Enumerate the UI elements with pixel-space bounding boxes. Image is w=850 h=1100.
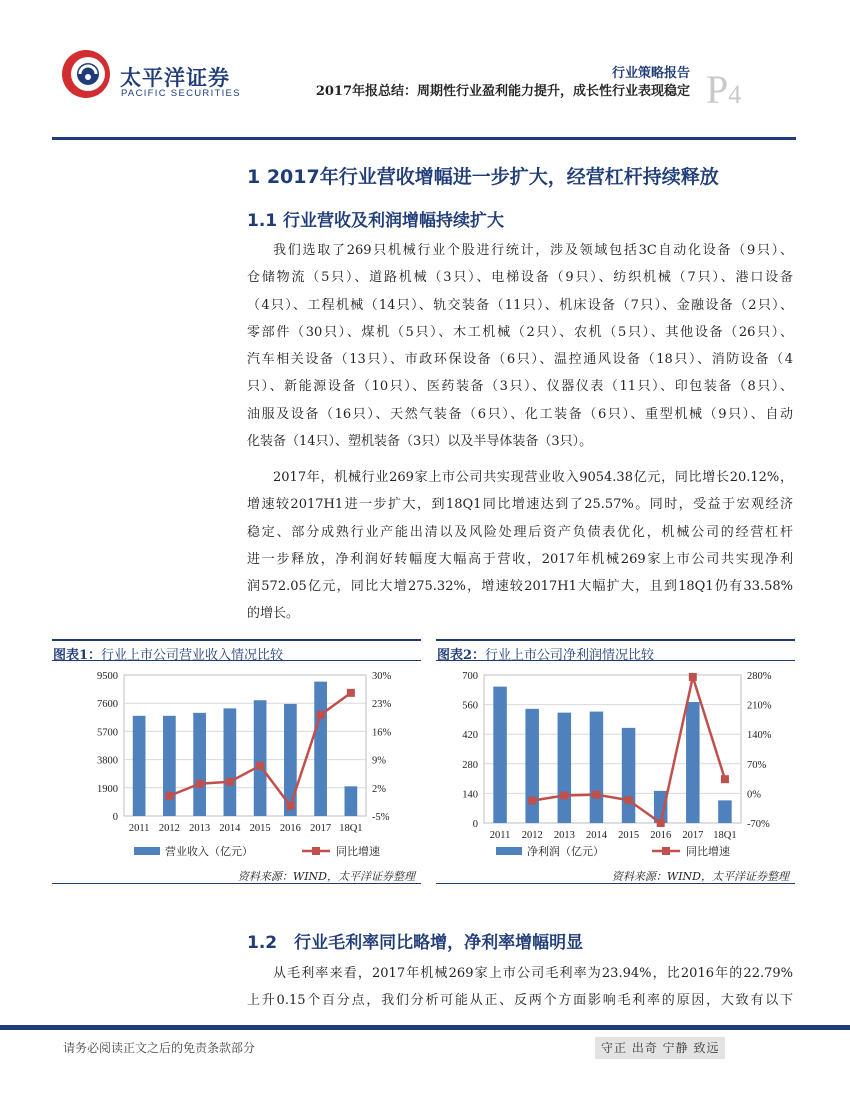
y2-tick-label: 16% bbox=[372, 727, 392, 739]
y-tick-label: 700 bbox=[462, 671, 478, 682]
paragraph-revenue-profit bbox=[247, 464, 793, 628]
x-tick-label: 2014 bbox=[585, 830, 607, 841]
y-tick-label: 5700 bbox=[97, 727, 118, 739]
bar bbox=[686, 702, 699, 823]
y2-tick-label: 140% bbox=[747, 730, 772, 742]
bar bbox=[193, 713, 206, 816]
legend-label: 营业收入（亿元） bbox=[165, 846, 253, 858]
paragraph-stock-selection bbox=[247, 237, 793, 455]
y-tick-label: 9500 bbox=[97, 671, 118, 682]
disclaimer-text: 请务必阅读正文之后的免责条款部分 bbox=[63, 1041, 256, 1055]
x-tick-label: 18Q1 bbox=[713, 830, 737, 841]
page-letter: P bbox=[706, 67, 729, 112]
x-tick-label: 2013 bbox=[189, 823, 211, 834]
y-tick-label: 560 bbox=[462, 700, 478, 712]
bar bbox=[224, 708, 237, 816]
figure-source: 资料来源：WIND，太平洋证券整理 bbox=[237, 870, 415, 883]
bar bbox=[558, 713, 571, 823]
y2-tick-label: 210% bbox=[747, 700, 772, 712]
x-tick-label: 2014 bbox=[219, 823, 241, 834]
legend-label: 净利润（亿元） bbox=[527, 846, 604, 858]
pacific-securities-logo-icon bbox=[60, 48, 112, 100]
line-point bbox=[560, 792, 568, 800]
brand-name-cn: 太平洋证券 bbox=[120, 66, 230, 90]
line-point bbox=[528, 797, 536, 805]
header-divider bbox=[52, 137, 796, 140]
legend-bar-swatch bbox=[496, 847, 522, 855]
y2-tick-label: 0% bbox=[747, 789, 761, 801]
paragraph-gross-margin bbox=[247, 960, 793, 1015]
line-point bbox=[689, 673, 697, 681]
y-tick-label: 0 bbox=[472, 819, 478, 830]
page-digit: 4 bbox=[728, 80, 742, 109]
figure-net-profit bbox=[436, 639, 795, 885]
line-point bbox=[625, 796, 633, 804]
paragraph-line: 汽车相关设备（13只）、市政环保设备（6只）、温控通风设备（18只）、消防设备（4 bbox=[247, 352, 793, 368]
paragraph-line: 上升0.15个百分点，我们分析可能从正、反两个方面影响毛利率的原因，大致有以下 bbox=[247, 993, 793, 1009]
y2-tick-label: 23% bbox=[372, 699, 392, 711]
footer-divider bbox=[0, 1025, 850, 1030]
bar bbox=[314, 682, 327, 816]
section-heading-1-2: 1.2 行业毛利率同比略增，净利率增幅明显 bbox=[247, 933, 584, 953]
bar bbox=[622, 728, 635, 823]
paragraph-line: （4只）、工程机械（14只）、轨交装备（11只）、机床设备（7只）、金融设备（2只）、 bbox=[247, 297, 793, 313]
bar bbox=[718, 800, 731, 823]
y-tick-label: 0 bbox=[112, 812, 118, 823]
y2-tick-label: 70% bbox=[747, 759, 767, 771]
company-slogan: 守正 出奇 宁静 致远 bbox=[595, 1037, 725, 1059]
line-point bbox=[226, 778, 234, 786]
x-tick-label: 2017 bbox=[682, 830, 704, 841]
legend-bar-swatch bbox=[134, 847, 160, 855]
paragraph-line: 稳定、部分成熟行业产能出清以及风险处理后资产负债表优化，机械公司的经营杠杆 bbox=[247, 524, 793, 540]
figure-revenue bbox=[52, 639, 421, 885]
paragraph-line: 油服及设备（16只）、天然气装备（6只）、化工装备（6只）、重型机械（9只）、自动 bbox=[247, 406, 793, 422]
line-point bbox=[721, 775, 729, 783]
figure-divider bbox=[52, 883, 421, 884]
legend-line-marker bbox=[662, 847, 670, 855]
x-tick-label: 2013 bbox=[553, 830, 575, 841]
line-point bbox=[592, 791, 600, 799]
bar bbox=[345, 786, 358, 816]
paragraph-line: 从毛利率来看，2017年机械269家上市公司毛利率为23.94%，比2016年的22.79% bbox=[273, 966, 793, 981]
bar bbox=[163, 716, 176, 816]
bar bbox=[493, 687, 506, 823]
bar bbox=[525, 709, 538, 823]
report-type: 行业策略报告 bbox=[611, 66, 690, 81]
paragraph-line: 只）、新能源设备（10只）、医药装备（3只）、仪器仪表（11只）、印包装备（8只）、 bbox=[247, 379, 793, 395]
line-point bbox=[657, 819, 665, 827]
y2-tick-label: 2% bbox=[372, 783, 386, 795]
figure-label: 图表1： bbox=[53, 648, 102, 663]
line-point bbox=[347, 689, 355, 697]
figure-title bbox=[436, 639, 795, 661]
y-tick-label: 1900 bbox=[97, 783, 118, 795]
x-tick-label: 2011 bbox=[128, 823, 150, 834]
x-tick-label: 2017 bbox=[310, 823, 332, 834]
y2-tick-label: 30% bbox=[372, 671, 392, 682]
y-tick-label: 3800 bbox=[97, 755, 118, 767]
figure-label: 图表2： bbox=[437, 648, 486, 663]
y-tick-label: 420 bbox=[462, 730, 478, 742]
x-tick-label: 2015 bbox=[618, 830, 640, 841]
paragraph-line: 我们选取了269只机械行业个股进行统计，涉及领域包括3C自动化设备（9只）、 bbox=[273, 243, 793, 258]
bar bbox=[590, 712, 603, 823]
legend-line-marker bbox=[312, 847, 320, 855]
paragraph-line: 仓储物流（5只）、道路机械（3只）、电梯设备（9只）、纺织机械（7只）、港口设备 bbox=[247, 270, 793, 286]
plot-area bbox=[484, 675, 741, 823]
paragraph-line: 化装备（14只）、塑机装备（3只）以及半导体装备（3只）。 bbox=[247, 434, 593, 450]
line-point bbox=[256, 762, 264, 770]
bar bbox=[133, 716, 146, 816]
y2-tick-label: -5% bbox=[372, 812, 390, 823]
paragraph-line: 进一步释放，净利润好转幅度大幅高于营收，2017年机械269家上市公司共实现净利 bbox=[247, 551, 793, 567]
line-point bbox=[317, 711, 325, 719]
paragraph-line: 润572.05亿元，同比大增275.32%，增速较2017H1大幅扩大，且到18Q1仍有33.58% bbox=[247, 579, 793, 595]
paragraph-line: 2017年，机械行业269家上市公司共实现营业收入9054.38亿元，同比增长20.12%， bbox=[273, 470, 793, 485]
net-profit-chart bbox=[436, 663, 795, 868]
y-tick-label: 7600 bbox=[97, 699, 118, 711]
section-heading-1: 1 2017年行业营收增幅进一步扩大，经营杠杆持续释放 bbox=[247, 166, 719, 188]
line-point bbox=[196, 780, 204, 788]
plot-area bbox=[124, 675, 366, 816]
y2-tick-label: 9% bbox=[372, 755, 386, 767]
revenue-chart bbox=[52, 663, 421, 868]
paragraph-line: 零部件（30只）、煤机（5只）、木工机械（2只）、农机（5只）、其他设备（26只）、 bbox=[247, 324, 793, 340]
y2-tick-label: -70% bbox=[747, 819, 770, 830]
x-tick-label: 18Q1 bbox=[339, 823, 363, 834]
x-tick-label: 2011 bbox=[489, 830, 511, 841]
page-number bbox=[706, 67, 742, 112]
y2-tick-label: 280% bbox=[747, 671, 772, 682]
x-tick-label: 2012 bbox=[158, 823, 180, 834]
y-tick-label: 140 bbox=[462, 789, 478, 801]
figure-source: 资料来源：WIND，太平洋证券整理 bbox=[611, 870, 789, 883]
legend-label: 同比增速 bbox=[336, 846, 380, 858]
x-tick-label: 2012 bbox=[521, 830, 543, 841]
x-tick-label: 2016 bbox=[650, 830, 672, 841]
figure-caption: 行业上市公司营业收入情况比较 bbox=[101, 648, 284, 663]
paragraph-line: 增速较2017H1进一步扩大，到18Q1同比增速达到了25.57%。同时，受益于宏观经济 bbox=[247, 497, 793, 513]
figure-divider bbox=[436, 883, 795, 884]
x-tick-label: 2015 bbox=[249, 823, 271, 834]
x-tick-label: 2016 bbox=[279, 823, 301, 834]
line-point bbox=[286, 802, 294, 810]
line-point bbox=[165, 792, 173, 800]
bar bbox=[254, 700, 267, 816]
paragraph-line: 的增长。 bbox=[247, 606, 300, 622]
figure-caption: 行业上市公司净利润情况比较 bbox=[485, 648, 655, 663]
y-tick-label: 280 bbox=[462, 759, 478, 771]
figure-title bbox=[52, 639, 421, 661]
section-heading-1-1: 1.1 行业营收及利润增幅持续扩大 bbox=[247, 211, 505, 231]
legend-label: 同比增速 bbox=[686, 846, 730, 858]
report-title: 2017年报总结：周期性行业盈利能力提升，成长性行业表现稳定 bbox=[315, 84, 690, 99]
brand-name-en: PACIFIC SECURITIES bbox=[121, 88, 241, 99]
